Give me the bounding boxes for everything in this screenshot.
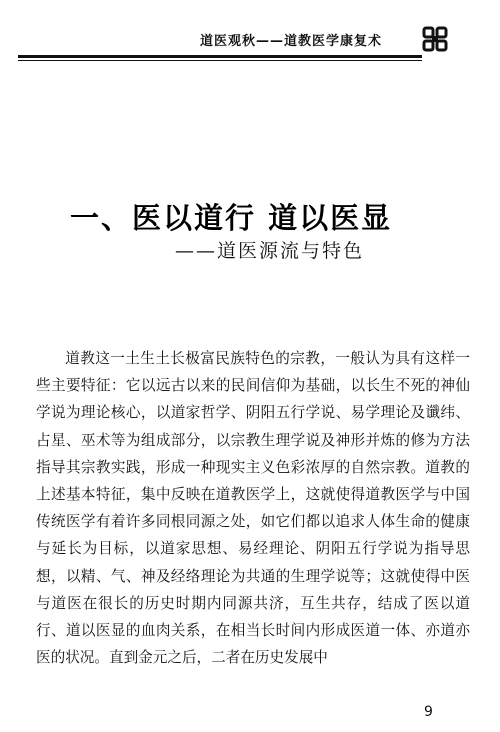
ornament-knot-icon <box>420 24 450 54</box>
running-title: 道医观秋——道教医学康复术 <box>200 34 383 49</box>
body-paragraph: 道教这一土生土长极富民族特色的宗教，一般认为具有这样一些主要特征：它以远古以来的民间信仰为基础，以长生不死的神仙学说为理论核心，以道家哲学、阴阳五行学说、易学理论及谶纬、占星、巫术等为组成部分，以宗教生理学说及神形并炼的修为方法指导其宗教实践，形成一种现实主义色彩浓厚的自然宗教。道教的上述基本特征，集中反映在道教医学上，这就使得道教医学与中国传统医学有着许多同根同源之处，如它们都以追求人体生命的健康与延长为目标，以道家思想、易经理论、阴阳五行学说为指导思想，以精、气、神及经络理论为共通的生理学说等；这就使得中医与道医在很长的历史时期内同源共济，互生共存，结成了医以道行、道以医显的血肉关系，在相当长时间内形成医道一体、亦道亦医的状况。直到金元之后，二者在历史发展中 <box>36 350 470 667</box>
running-header <box>0 20 500 60</box>
page-number: 9 <box>424 704 433 720</box>
chapter-subtitle: ——道医源流与特色 <box>175 240 365 262</box>
chapter-title: 一、医以道行 道以医显 <box>70 201 393 235</box>
header-rule <box>18 55 422 61</box>
